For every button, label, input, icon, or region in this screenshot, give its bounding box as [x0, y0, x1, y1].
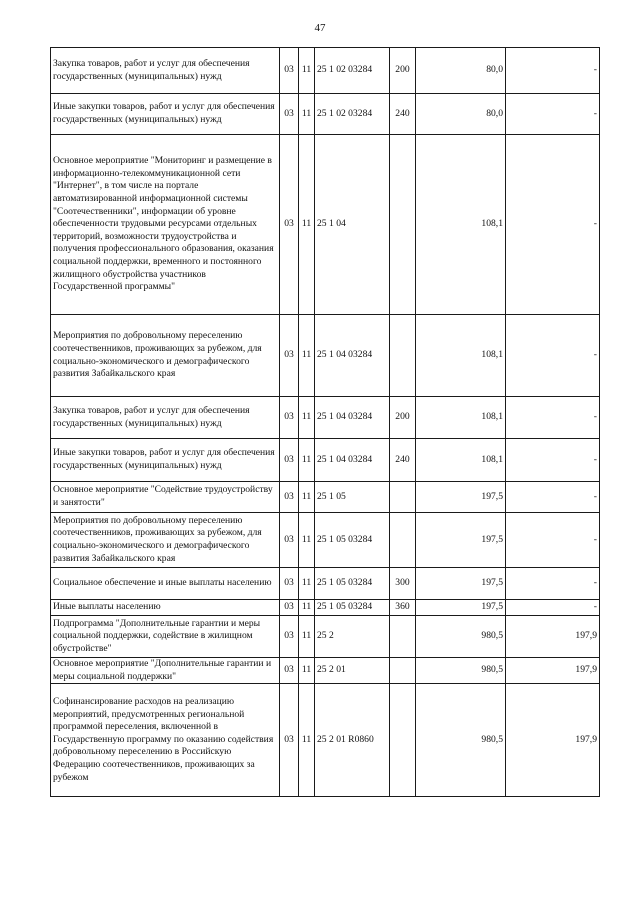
row-subsection-cell: 11: [299, 135, 315, 315]
row-expense-type-cell: [390, 658, 416, 684]
table-row: [51, 94, 600, 135]
row-section-cell: 03: [280, 658, 299, 684]
row-target-article-cell: 25 2 01: [315, 658, 390, 684]
row-amount-2-cell: 197,9: [506, 684, 600, 797]
budget-table: [50, 47, 600, 797]
row-section-cell: 03: [280, 439, 299, 482]
row-subsection-cell: 11: [299, 315, 315, 397]
row-amount-1-cell: 108,1: [416, 135, 506, 315]
row-subsection-cell: 11: [299, 616, 315, 658]
row-amount-1-cell: 197,5: [416, 600, 506, 616]
row-name-cell: Социальное обеспечение и иные выплаты населению: [51, 568, 280, 600]
row-amount-2-cell: -: [506, 482, 600, 513]
row-section-cell: 03: [280, 684, 299, 797]
table-row: [51, 439, 600, 482]
row-section-cell: 03: [280, 482, 299, 513]
row-name-cell: Софинансирование расходов на реализацию мероприятий, предусмотренных региональной программой переселения, включенной в Государственную программу по оказанию содействия добровольному переселению в Российскую Федерацию соотечественников, проживающих за рубежом: [51, 684, 280, 797]
row-amount-1-cell: 80,0: [416, 48, 506, 94]
row-expense-type-cell: [390, 482, 416, 513]
row-name-cell: Основное мероприятие "Мониторинг и размещение в информационно-телекоммуникационной сети "Интернет", в том числе на портале автоматизированной информационной системы "Соотечественники", информации об уровне обеспеченности трудовыми ресурсами отдельных территорий, возможности трудоустройства и получения профессионального образования, оказания социальной поддержки, временного и постоянного жилищного обустройства участников Государственной программы": [51, 135, 280, 315]
row-section-cell: 03: [280, 600, 299, 616]
row-target-article-cell: 25 1 05 03284: [315, 513, 390, 568]
row-subsection-cell: 11: [299, 482, 315, 513]
row-section-cell: 03: [280, 513, 299, 568]
row-amount-2-cell: 197,9: [506, 658, 600, 684]
row-expense-type-cell: [390, 616, 416, 658]
row-section-cell: 03: [280, 397, 299, 439]
row-expense-type-cell: [390, 315, 416, 397]
row-expense-type-cell: [390, 513, 416, 568]
row-expense-type-cell: 200: [390, 48, 416, 94]
row-expense-type-cell: 200: [390, 397, 416, 439]
row-amount-1-cell: 197,5: [416, 513, 506, 568]
table-row: [51, 315, 600, 397]
row-name-cell: Подпрограмма "Дополнительные гарантии и меры социальной поддержки, содействие в жилищном обустройстве": [51, 616, 280, 658]
row-target-article-cell: 25 1 05: [315, 482, 390, 513]
row-name-cell: Мероприятия по добровольному переселению соотечественников, проживающих за рубежом, для социально-экономического и демографического развития Забайкальского края: [51, 315, 280, 397]
table-row: [51, 600, 600, 616]
row-subsection-cell: 11: [299, 48, 315, 94]
table-row: [51, 135, 600, 315]
row-name-cell: Закупка товаров, работ и услуг для обеспечения государственных (муниципальных) нужд: [51, 397, 280, 439]
row-target-article-cell: 25 1 04: [315, 135, 390, 315]
row-amount-1-cell: 980,5: [416, 684, 506, 797]
row-expense-type-cell: 240: [390, 94, 416, 135]
row-name-cell: Иные выплаты населению: [51, 600, 280, 616]
row-target-article-cell: 25 1 05 03284: [315, 600, 390, 616]
row-section-cell: 03: [280, 48, 299, 94]
row-expense-type-cell: 360: [390, 600, 416, 616]
row-amount-2-cell: -: [506, 315, 600, 397]
row-target-article-cell: 25 1 04 03284: [315, 439, 390, 482]
row-amount-2-cell: -: [506, 600, 600, 616]
row-name-cell: Иные закупки товаров, работ и услуг для обеспечения государственных (муниципальных) нужд: [51, 94, 280, 135]
row-target-article-cell: 25 1 04 03284: [315, 397, 390, 439]
row-amount-2-cell: -: [506, 513, 600, 568]
table-row: [51, 616, 600, 658]
row-amount-1-cell: 980,5: [416, 616, 506, 658]
row-name-cell: Основное мероприятие "Содействие трудоустройству и занятости": [51, 482, 280, 513]
row-subsection-cell: 11: [299, 397, 315, 439]
row-target-article-cell: 25 1 05 03284: [315, 568, 390, 600]
row-amount-1-cell: 980,5: [416, 658, 506, 684]
row-amount-1-cell: 197,5: [416, 482, 506, 513]
table-row: [51, 684, 600, 797]
row-amount-2-cell: 197,9: [506, 616, 600, 658]
table-row: [51, 513, 600, 568]
row-amount-1-cell: 197,5: [416, 568, 506, 600]
row-expense-type-cell: [390, 684, 416, 797]
row-section-cell: 03: [280, 135, 299, 315]
row-subsection-cell: 11: [299, 600, 315, 616]
row-subsection-cell: 11: [299, 684, 315, 797]
table-row: [51, 48, 600, 94]
row-section-cell: 03: [280, 94, 299, 135]
row-amount-2-cell: -: [506, 568, 600, 600]
row-section-cell: 03: [280, 568, 299, 600]
table-row: [51, 658, 600, 684]
row-target-article-cell: 25 2 01 R0860: [315, 684, 390, 797]
row-amount-1-cell: 108,1: [416, 439, 506, 482]
row-section-cell: 03: [280, 616, 299, 658]
row-expense-type-cell: 240: [390, 439, 416, 482]
row-target-article-cell: 25 1 02 03284: [315, 94, 390, 135]
table-row: [51, 482, 600, 513]
row-subsection-cell: 11: [299, 658, 315, 684]
page-number: 47: [314, 22, 326, 34]
row-subsection-cell: 11: [299, 94, 315, 135]
row-name-cell: Закупка товаров, работ и услуг для обеспечения государственных (муниципальных) нужд: [51, 48, 280, 94]
row-subsection-cell: 11: [299, 513, 315, 568]
row-name-cell: Основное мероприятие "Дополнительные гарантии и меры социальной поддержки": [51, 658, 280, 684]
row-amount-1-cell: 108,1: [416, 397, 506, 439]
row-name-cell: Мероприятия по добровольному переселению соотечественников, проживающих за рубежом, для социально-экономического и демографического развития Забайкальского края: [51, 513, 280, 568]
row-target-article-cell: 25 1 02 03284: [315, 48, 390, 94]
row-expense-type-cell: [390, 135, 416, 315]
row-expense-type-cell: 300: [390, 568, 416, 600]
table-row: [51, 568, 600, 600]
row-target-article-cell: 25 2: [315, 616, 390, 658]
row-amount-2-cell: -: [506, 439, 600, 482]
row-section-cell: 03: [280, 315, 299, 397]
row-amount-2-cell: -: [506, 135, 600, 315]
table-row: [51, 397, 600, 439]
row-amount-2-cell: -: [506, 397, 600, 439]
row-amount-2-cell: -: [506, 48, 600, 94]
row-name-cell: Иные закупки товаров, работ и услуг для обеспечения государственных (муниципальных) нужд: [51, 439, 280, 482]
row-amount-2-cell: -: [506, 94, 600, 135]
row-subsection-cell: 11: [299, 439, 315, 482]
row-amount-1-cell: 80,0: [416, 94, 506, 135]
row-amount-1-cell: 108,1: [416, 315, 506, 397]
row-target-article-cell: 25 1 04 03284: [315, 315, 390, 397]
row-subsection-cell: 11: [299, 568, 315, 600]
